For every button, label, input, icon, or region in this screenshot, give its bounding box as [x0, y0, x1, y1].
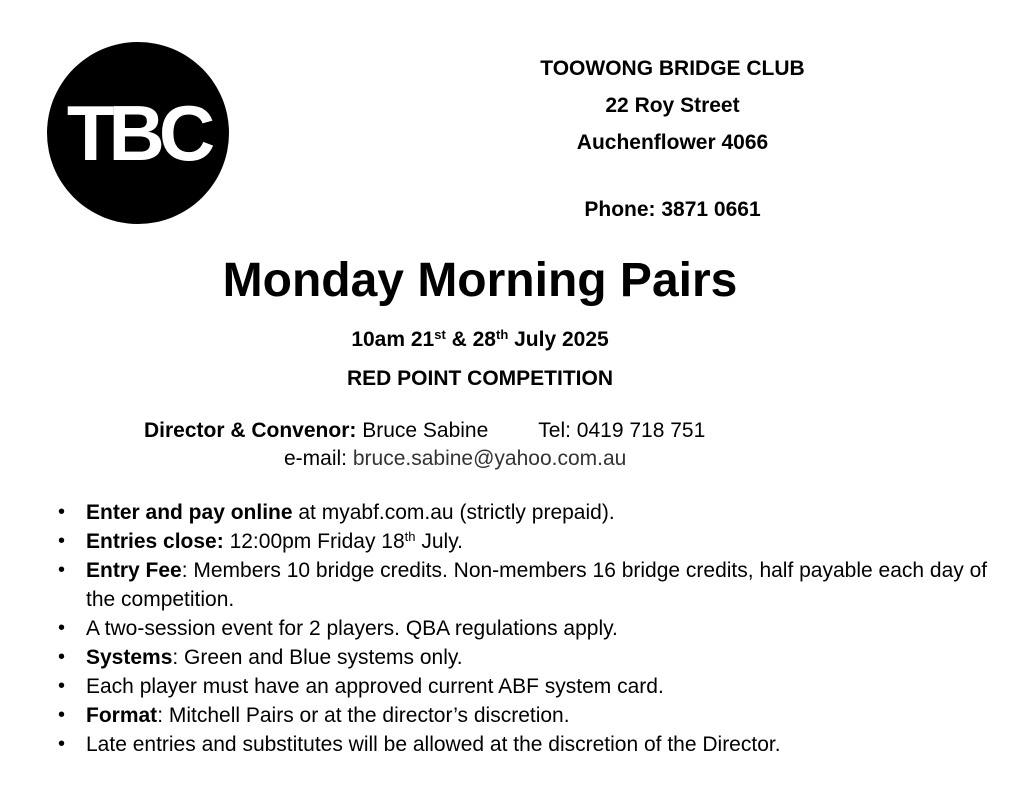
rule-item — [58, 556, 993, 614]
event-title: Monday Morning Pairs — [222, 254, 738, 307]
club-logo — [47, 42, 229, 224]
dates-part-1: 10am 21 — [351, 328, 435, 351]
dates-part-3: July 2025 — [508, 328, 609, 351]
director-line — [144, 419, 705, 443]
rule-bold-label: Systems — [86, 646, 173, 669]
rule-item — [58, 672, 993, 701]
dates-sup-2: th — [495, 327, 509, 342]
rule-text: Each player must have an approved current ABF system card. — [86, 675, 664, 698]
rule-sup: th — [404, 529, 416, 544]
rule-text: : Members 10 bridge credits. Non-members 16 bridge credits, half payable each day of the competition. — [86, 559, 988, 611]
bullet-icon: • — [58, 617, 66, 639]
event-dates — [230, 328, 730, 352]
dates-part-2: & 28 — [445, 328, 496, 351]
bullet-icon: • — [58, 559, 66, 581]
rule-text-2: July. — [415, 530, 463, 553]
rules-list — [58, 498, 993, 759]
bullet-icon: • — [58, 501, 66, 523]
competition-type: RED POINT COMPETITION — [346, 367, 613, 390]
rule-item — [58, 498, 993, 527]
dates-sup-1: st — [434, 327, 446, 342]
bullet-icon: • — [58, 733, 66, 755]
rule-bold-label: Entry Fee — [86, 559, 182, 582]
rule-item — [58, 643, 993, 672]
rule-text: : Green and Blue systems only. — [172, 646, 463, 669]
rule-text: : Mitchell Pairs or at the director’s discretion. — [157, 704, 570, 727]
club-suburb: Auchenflower 4066 — [576, 131, 769, 154]
bullet-icon: • — [58, 530, 66, 552]
email-label: e-mail: — [284, 447, 353, 470]
logo-text: TBC — [66, 88, 210, 177]
rule-item — [58, 527, 993, 556]
rule-bold-label: Enter and pay online — [86, 501, 293, 524]
club-name: TOOWONG BRIDGE CLUB — [540, 57, 805, 80]
rule-item — [58, 701, 993, 730]
rule-text: A two-session event for 2 players. QBA regulations apply. — [86, 617, 618, 640]
director-label: Director & Convenor: — [144, 419, 357, 442]
bullet-icon: • — [58, 646, 66, 668]
rule-bold-label: Entries close: — [86, 530, 224, 553]
director-tel: Tel: 0419 718 751 — [538, 419, 706, 442]
club-phone: Phone: 3871 0661 — [584, 198, 761, 221]
rule-bold-label: Format — [86, 704, 158, 727]
club-header — [470, 50, 875, 228]
rule-item — [58, 614, 993, 643]
director-name: Bruce Sabine — [356, 419, 489, 442]
email-address[interactable]: bruce.sabine@yahoo.com.au — [352, 447, 627, 470]
rule-text: at myabf.com.au (strictly prepaid). — [292, 501, 615, 524]
club-street: 22 Roy Street — [605, 94, 740, 117]
rule-text: 12:00pm Friday 18 — [223, 530, 405, 553]
email-line — [284, 447, 626, 471]
bullet-icon: • — [58, 704, 66, 726]
rule-text: Late entries and substitutes will be allowed at the discretion of the Director. — [86, 733, 781, 756]
rule-item — [58, 730, 993, 759]
bullet-icon: • — [58, 675, 66, 697]
